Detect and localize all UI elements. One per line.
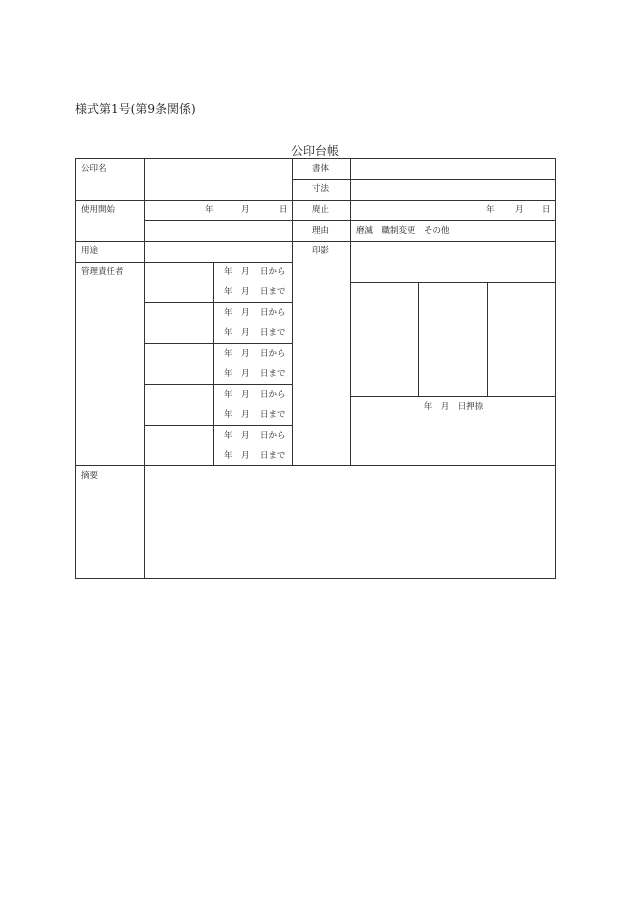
middle-divider-right bbox=[350, 158, 351, 466]
period-3-from-suffix: 日から bbox=[260, 349, 286, 359]
seal-ledger-table bbox=[75, 158, 556, 579]
summary-label: 摘要 bbox=[81, 471, 99, 481]
form-heading: 様式第1号(第9条関係) bbox=[75, 102, 196, 116]
row-line-dimensions bbox=[292, 200, 556, 201]
pressed-date: 年 月 日押捺 bbox=[423, 402, 484, 412]
impression-divider-2 bbox=[487, 282, 488, 397]
use-start-month: 月 bbox=[241, 205, 250, 215]
table-border-top bbox=[75, 158, 556, 159]
reason-options: 磨滅 職制変更 その他 bbox=[356, 226, 450, 236]
impression-box-top bbox=[350, 282, 556, 283]
abolition-year: 年 bbox=[486, 205, 495, 215]
period-2-from-date: 年 月 bbox=[224, 308, 250, 318]
period-5-until-suffix: 日まで bbox=[260, 451, 286, 461]
abolition-label: 廃止 bbox=[312, 205, 330, 215]
period-4-until-suffix: 日まで bbox=[260, 410, 286, 420]
period-1-from-suffix: 日から bbox=[260, 267, 286, 277]
dimensions-label: 寸法 bbox=[312, 184, 330, 194]
use-start-day: 日 bbox=[279, 205, 288, 215]
table-border-right bbox=[555, 158, 556, 579]
custodian-line-3 bbox=[144, 384, 293, 385]
row-line-abolition bbox=[292, 220, 556, 221]
row-line-use-start bbox=[144, 220, 293, 221]
period-1-until-date: 年 月 bbox=[224, 287, 250, 297]
period-1-from-date: 年 月 bbox=[224, 267, 250, 277]
page-title: 公印台帳 bbox=[290, 144, 339, 158]
row-line-purpose bbox=[75, 241, 293, 242]
row-line-custodian bbox=[75, 262, 293, 263]
row-line-seal-name bbox=[75, 200, 293, 201]
period-3-until-suffix: 日まで bbox=[260, 369, 286, 379]
period-4-from-date: 年 月 bbox=[224, 390, 250, 400]
seal-name-label: 公印名 bbox=[81, 164, 107, 174]
typeface-label: 書体 bbox=[312, 164, 330, 174]
table-border-left bbox=[75, 158, 76, 579]
impression-box-bottom bbox=[350, 396, 556, 397]
label-column-divider bbox=[144, 158, 145, 579]
period-2-from-suffix: 日から bbox=[260, 308, 286, 318]
period-2-until-date: 年 月 bbox=[224, 328, 250, 338]
row-line-reason bbox=[292, 241, 556, 242]
table-border-bottom bbox=[75, 578, 556, 579]
custodian-line-2 bbox=[144, 343, 293, 344]
period-5-until-date: 年 月 bbox=[224, 451, 250, 461]
period-2-until-suffix: 日まで bbox=[260, 328, 286, 338]
period-5-from-date: 年 月 bbox=[224, 431, 250, 441]
custodian-label: 管理責任者 bbox=[81, 267, 124, 277]
period-4-from-suffix: 日から bbox=[260, 390, 286, 400]
impression-divider-1 bbox=[418, 282, 419, 397]
use-start-label: 使用開始 bbox=[81, 205, 116, 215]
custodian-line-4 bbox=[144, 425, 293, 426]
row-line-typeface bbox=[292, 179, 556, 180]
purpose-label: 用途 bbox=[81, 246, 99, 256]
period-4-until-date: 年 月 bbox=[224, 410, 250, 420]
custodian-name-divider bbox=[213, 262, 214, 466]
period-3-until-date: 年 月 bbox=[224, 369, 250, 379]
period-1-until-suffix: 日まで bbox=[260, 287, 286, 297]
reason-label: 理由 bbox=[312, 226, 330, 236]
period-3-from-date: 年 月 bbox=[224, 349, 250, 359]
row-line-summary bbox=[75, 465, 556, 466]
abolition-day: 日 bbox=[542, 205, 551, 215]
use-start-year: 年 bbox=[205, 205, 214, 215]
middle-divider-left bbox=[292, 158, 293, 466]
period-5-from-suffix: 日から bbox=[260, 431, 286, 441]
abolition-month: 月 bbox=[515, 205, 524, 215]
custodian-line-1 bbox=[144, 302, 293, 303]
impression-label: 印影 bbox=[312, 246, 330, 256]
